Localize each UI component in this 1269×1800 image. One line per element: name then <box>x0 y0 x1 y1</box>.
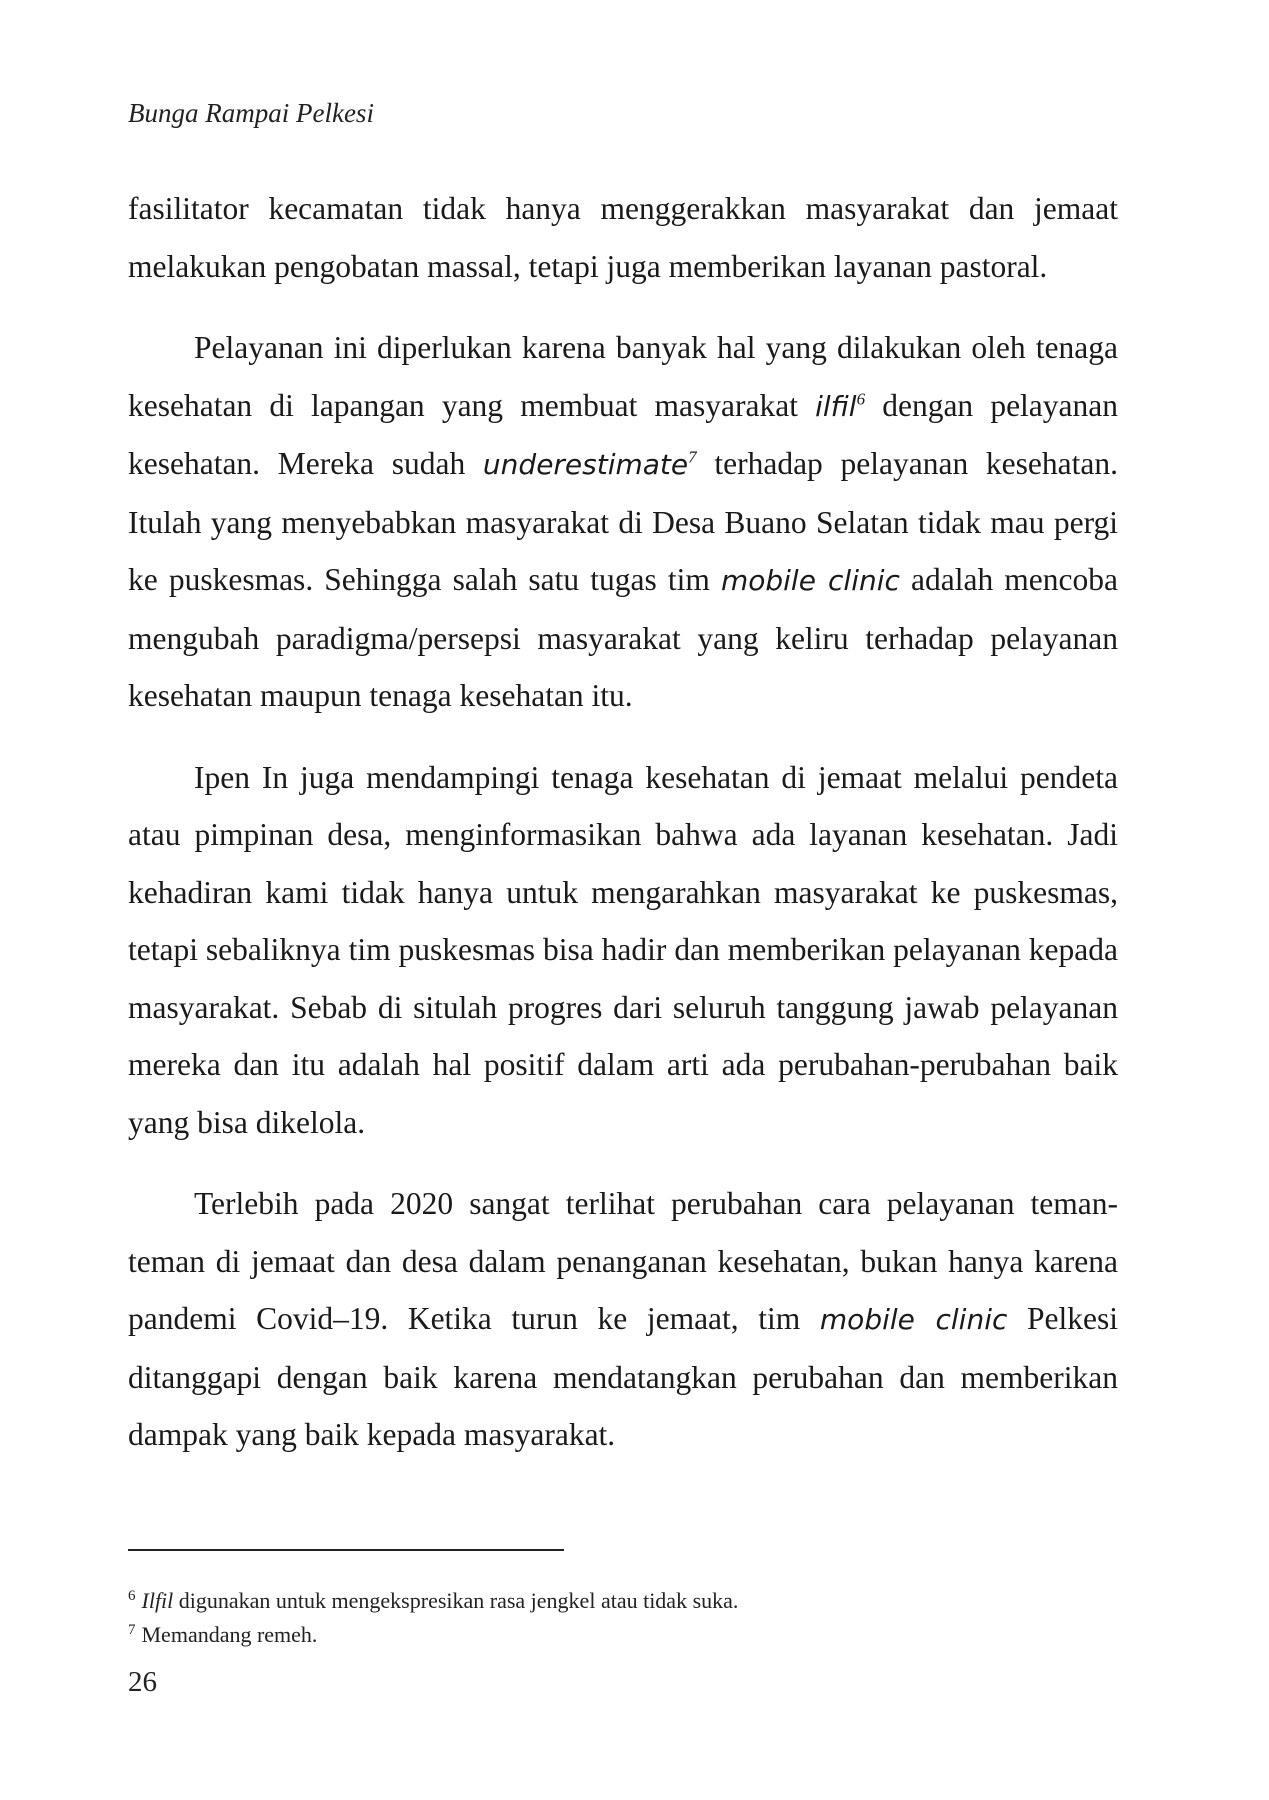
paragraph-2-part-c: terhadap pelayanan kesehatan. Itulah yang menyebabkan masyarakat di Desa Buano Selatan tidak mau pergi ke puskesmas. Sehingga salah satu tugas tim <box>128 446 1118 597</box>
footnote-7-number: 7 <box>128 1621 136 1638</box>
footnote-6 <box>128 1584 1118 1618</box>
footnote-divider <box>128 1549 564 1551</box>
footnote-6-term: Ilfil <box>141 1588 174 1613</box>
paragraph-3: Ipen In juga mendampingi tenaga kesehatan di jemaat melalui pendeta atau pimpinan desa, menginformasikan bahwa ada layanan kesehatan. Jadi kehadiran kami tidak hanya untuk mengarahkan masyarakat ke puskesmas, tetapi sebaliknya tim puskesmas bisa hadir dan memberikan pelayanan kepada masyarakat. Sebab di situlah progres dari seluruh tanggung jawab pelayanan mereka dan itu adalah hal positif dalam arti ada perubahan-perubahan baik yang bisa dikelola. <box>128 759 1118 1140</box>
footnote-6-text: digunakan untuk mengekspresikan rasa jengkel atau tidak suka. <box>173 1588 739 1613</box>
footnote-6-number: 6 <box>128 1587 136 1604</box>
term-mobile-clinic-2: mobile clinic <box>819 1303 1008 1336</box>
term-mobile-clinic: mobile clinic <box>720 564 900 597</box>
footnote-7 <box>128 1618 1118 1652</box>
running-header: Bunga Rampai Pelkesi <box>128 98 374 128</box>
footnotes <box>128 1584 1118 1652</box>
footnote-ref-7: 7 <box>688 447 697 467</box>
paragraph-2-part-d: adalah mencoba mengubah paradigma/persepsi masyarakat yang keliru terhadap pelayanan kesehatan maupun tenaga kesehatan itu. <box>128 562 1118 713</box>
paragraph-4-part-a: Terlebih pada 2020 sangat terlihat perubahan cara pelayanan teman-teman di jemaat dan desa dalam penanganan kesehatan, bukan hanya karena pandemi Covid–19. Ketika turun ke jemaat, tim <box>128 1186 1118 1336</box>
footnote-7-text: Memandang remeh. <box>141 1622 318 1647</box>
term-underestimate: underestimate <box>482 448 689 481</box>
footnote-ref-6: 6 <box>856 389 866 408</box>
paragraph-4 <box>128 1175 1118 1464</box>
paragraph-4-part-b: Pelkesi ditanggapi dengan baik karena mendatangkan perubahan dan memberikan dampak yang baik kepada masyarakat. <box>128 1301 1118 1452</box>
paragraph-1: fasilitator kecamatan tidak hanya menggerakkan masyarakat dan jemaat melakukan pengobatan massal, tetapi juga memberikan layanan pastoral. <box>128 191 1118 284</box>
paragraph-2-part-a: Pelayanan ini diperlukan karena banyak hal yang dilakukan oleh tenaga kesehatan di lapangan yang membuat masyarakat <box>128 330 1118 423</box>
page-number: 26 <box>128 1666 157 1698</box>
term-ilfil: ilfil <box>815 389 857 423</box>
paragraph-2 <box>128 319 1118 725</box>
body-text <box>128 180 1118 1488</box>
paragraph-2-part-b: dengan pelayanan kesehatan. Mereka sudah <box>128 387 1118 481</box>
